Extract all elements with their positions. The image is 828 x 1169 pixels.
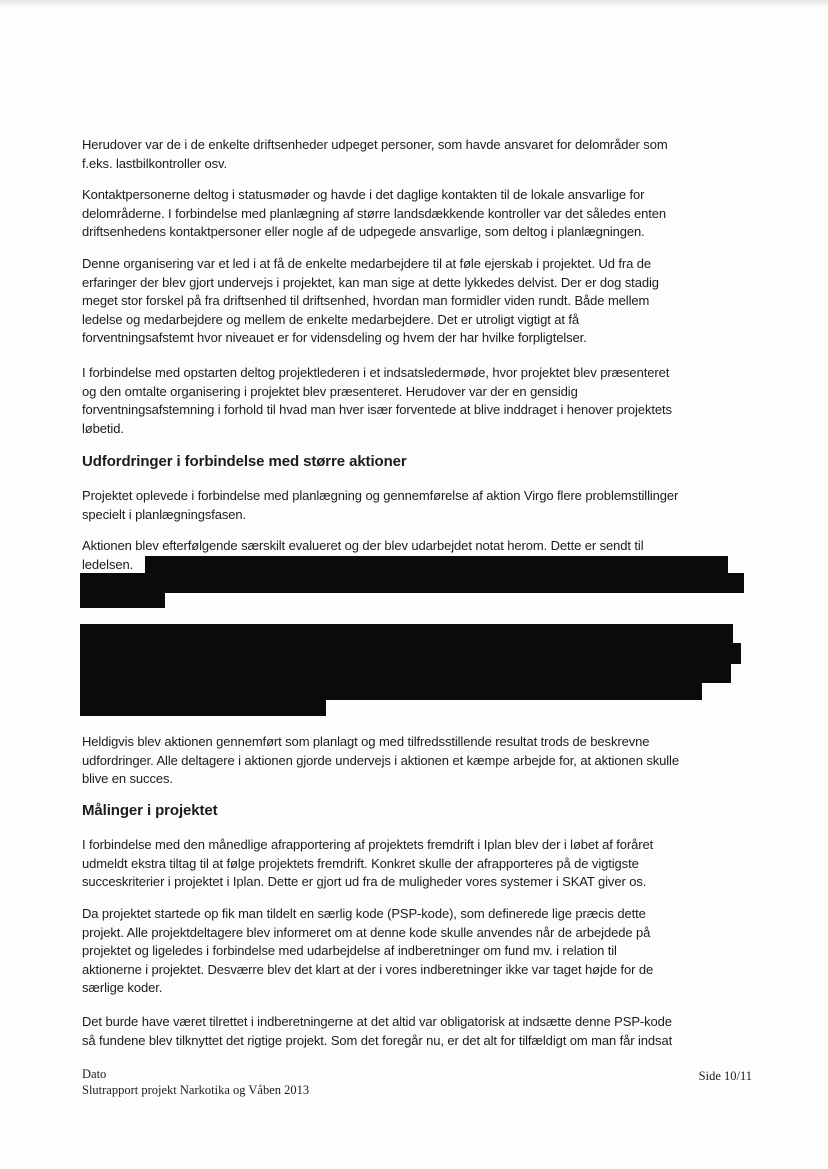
text-line: Kontaktpersonerne deltog i statusmøder og havde i det daglige kontakten til de lokale ansvarlige for (82, 187, 645, 202)
text-line: driftsenhedens kontaktpersoner eller nogle af de udpegede ansvarlige, som deltog i planlægningen. (82, 224, 645, 240)
text-line: Herudover var de i de enkelte driftsenheder udpeget personer, som havde ansvaret for delområder som (82, 137, 668, 152)
paragraph-text (82, 733, 752, 789)
text-line: og den omtalte organisering i projektet blev præsenteret. Herudover var der en gensidig (82, 383, 578, 399)
paragraph-text (82, 136, 752, 173)
paragraph-text (82, 255, 752, 348)
paragraph (82, 905, 752, 998)
footer-left (82, 1066, 309, 1098)
text-line: I forbindelse med opstarten deltog projektlederen i et indsatsledermøde, hvor projektet blev præsenteret (82, 365, 670, 380)
text-line: specielt i planlægningsfasen. (82, 506, 247, 522)
paragraph (82, 364, 752, 438)
paragraph (82, 836, 752, 892)
text-line: løbetid. (82, 420, 124, 436)
paragraph-text (82, 836, 752, 892)
redaction-bar (80, 698, 326, 716)
text-line: Da projektet startede op fik man tildelt en særlig kode (PSP-kode), som definerede lige præcis dette (82, 906, 646, 921)
footer-report-title: Slutrapport projekt Narkotika og Våben 2013 (82, 1083, 310, 1097)
section-heading: Målinger i projektet (82, 802, 218, 819)
text-line: forventningsafstemning i forhold til hvad man hver især forventede at blive inddraget i henover projektets (82, 402, 672, 418)
paragraph (82, 186, 752, 242)
paragraph-text (82, 905, 752, 998)
paragraph-text (82, 364, 752, 438)
text-line: Denne organisering var et led i at få de enkelte medarbejdere til at føle ejerskab i projektet. Ud fra de (82, 256, 652, 271)
text-line: erfaringer der blev gjort undervejs i projektet, kan man sige at dette lykkedes delvist. Der er dog stadig (82, 274, 659, 290)
text-line: Heldigvis blev aktionen gennemført som planlagt og med tilfredsstillende resultat trods de beskrevne (82, 734, 650, 749)
paragraph-text (82, 487, 752, 524)
footer-page-number: Side 10/11 (698, 1069, 752, 1083)
text-line: aktionerne i projektet. Desværre blev det klart at der i vores indberetninger ikke var taget højde for de (82, 961, 654, 977)
section-heading: Udfordringer i forbindelse med større aktioner (82, 453, 407, 470)
paragraph (82, 733, 752, 789)
paragraph (82, 255, 752, 348)
text-line: f.eks. lastbilkontroller osv. (82, 155, 227, 171)
scan-edge (0, 0, 828, 7)
redaction-bar (80, 662, 731, 683)
text-line: meget stor forskel på fra driftsenhed til driftsenhed, hvordan man formidler viden rundt. Både mellem (82, 293, 650, 309)
redaction-bar (80, 591, 165, 608)
paragraph-text (82, 186, 752, 242)
text-line: så fundene blev tilknyttet det rigtige projekt. Som det foregår nu, er det alt for tilfældigt om man får indsat (82, 1032, 673, 1048)
text-line: ledelse og medarbejdere og mellem de enkelte medarbejdere. Det er utroligt vigtigt at få (82, 311, 580, 327)
text-line: Projektet oplevede i forbindelse med planlægning og gennemførelse af aktion Virgo flere problemstillinger (82, 488, 679, 503)
text-line: Det burde have været tilrettet i indberetningerne at det altid var obligatorisk at indsætte denne PSP-kode (82, 1014, 672, 1029)
text-line: projekt. Alle projektdeltagere blev informeret om at denne kode skulle anvendes når de arbejdede på (82, 924, 651, 940)
paragraph-text (82, 1013, 752, 1050)
text-line: succeskriterier i projektet i Iplan. Dette er gjort ud fra de muligheder vores systemer i SKAT giver os. (82, 874, 647, 890)
text-line: ledelsen. (82, 556, 134, 572)
paragraph (82, 1013, 752, 1050)
text-line: Aktionen blev efterfølgende særskilt evalueret og der blev udarbejdet notat herom. Dette er sendt til (82, 538, 644, 553)
paragraph (82, 487, 752, 524)
text-line: udfordringer. Alle deltagere i aktionen gjorde undervejs i aktionen et kæmpe arbejde for, at aktionen skulle (82, 752, 679, 768)
text-line: delområderne. I forbindelse med planlægning af større landsdækkende kontroller var det således enten (82, 205, 667, 221)
paragraph (82, 136, 752, 173)
footer-date-label: Dato (82, 1067, 107, 1081)
text-line: forventningsafstemt hvor niveauet er for vidensdeling og hvem der har hvilke forpligtelser. (82, 330, 587, 346)
text-line: særlige koder. (82, 980, 163, 996)
text-line: projektet og ligeledes i forbindelse med udarbejdelse af indberetninger om fund mv. i relation til (82, 943, 617, 959)
redaction-bar (80, 643, 741, 664)
redaction-bar (80, 573, 744, 593)
text-line: blive en succes. (82, 771, 173, 787)
text-line: I forbindelse med den månedlige afrapportering af projektets fremdrift i Iplan blev der i løbet af foråret (82, 837, 654, 852)
text-line: udmeldt ekstra tiltag til at følge projektets fremdrift. Konkret skulle der afrapporteres på de vigtigste (82, 855, 639, 871)
